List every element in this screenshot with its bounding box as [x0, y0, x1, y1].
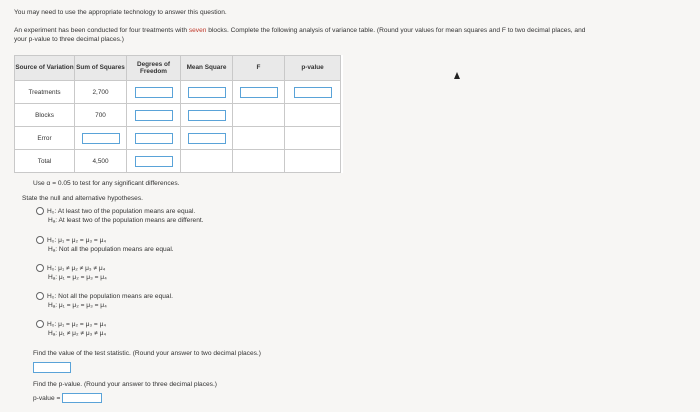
df-cell [127, 104, 181, 127]
radio-button[interactable] [36, 320, 44, 328]
df-total-input[interactable] [135, 156, 173, 167]
hypothesis-option-4[interactable] [36, 292, 173, 310]
radio-button[interactable] [36, 292, 44, 300]
option-null-text: H₀: μ₁ = μ₂ = μ₃ = μ₄ [47, 237, 107, 244]
hypothesis-option-1[interactable] [36, 207, 204, 225]
hypotheses-prompt: State the null and alternative hypotheses. [22, 195, 143, 202]
option-alt-text: Hₐ: μ₁ = μ₂ = μ₃ = μ₄ [48, 302, 107, 309]
option-null-text: H₀: Not all the population means are equal. [47, 293, 173, 300]
mouse-cursor-icon [454, 72, 460, 79]
instruction-text: blocks. Complete the following analysis of variance table. (Round your values for mean squares and F to two decimal places, and [206, 27, 586, 34]
instruction-text: An experiment has been conducted for four treatments with [14, 27, 189, 34]
test-statistic-prompt: Find the value of the test statistic. (Round your answer to two decimal places.) [33, 350, 261, 357]
option-alt-text: Hₐ: At least two of the population means are different. [48, 217, 204, 224]
option-alt-text: Hₐ: μ₁ = μ₂ = μ₃ = μ₄ [48, 274, 107, 281]
table-row [15, 150, 343, 173]
radio-button[interactable] [36, 207, 44, 215]
ms-cell [181, 81, 233, 104]
ss-cell: 2,700 [75, 81, 127, 104]
df-cell [127, 127, 181, 150]
ss-cell [75, 127, 127, 150]
instruction-line-1: You may need to use the appropriate technology to answer this question. [14, 9, 227, 16]
table-row [15, 127, 343, 150]
ms-cell [181, 127, 233, 150]
empty-cell [233, 104, 285, 127]
empty-cell [181, 150, 233, 173]
p-value-input[interactable] [62, 393, 102, 403]
table-header-row [15, 56, 343, 81]
ss-cell: 4,500 [75, 150, 127, 173]
test-statistic-container [33, 362, 71, 373]
empty-cell [285, 104, 341, 127]
header-mean-square: Mean Square [181, 56, 233, 81]
p-value-row [33, 393, 102, 403]
empty-cell [233, 127, 285, 150]
p-cell [285, 81, 341, 104]
hypothesis-option-2[interactable] [36, 236, 174, 254]
ms-cell [181, 104, 233, 127]
source-cell: Error [15, 127, 75, 150]
ms-error-input[interactable] [188, 133, 226, 144]
source-cell: Total [15, 150, 75, 173]
radio-button[interactable] [36, 264, 44, 272]
f-cell [233, 81, 285, 104]
source-cell: Blocks [15, 104, 75, 127]
instruction-line-2 [14, 27, 585, 34]
option-alt-text: Hₐ: Not all the population means are equal. [48, 246, 174, 253]
df-cell [127, 150, 181, 173]
anova-table [14, 55, 343, 173]
ss-cell: 700 [75, 104, 127, 127]
empty-cell [285, 150, 341, 173]
df-blocks-input[interactable] [135, 110, 173, 121]
header-degrees-of-freedom: Degrees of Freedom [127, 56, 181, 81]
p-value-prompt: Find the p-value. (Round your answer to three decimal places.) [33, 381, 217, 388]
table-row [15, 104, 343, 127]
instruction-line-3: your p-value to three decimal places.) [14, 36, 124, 43]
header-sum-of-squares: Sum of Squares [75, 56, 127, 81]
header-p-value: p-value [285, 56, 341, 81]
df-error-input[interactable] [135, 133, 173, 144]
ss-error-input[interactable] [82, 133, 120, 144]
ms-treatments-input[interactable] [188, 87, 226, 98]
option-alt-text: Hₐ: μ₁ ≠ μ₂ ≠ μ₃ ≠ μ₄ [48, 330, 107, 337]
blocks-count-highlight: seven [188, 27, 207, 34]
header-source: Source of Variation [15, 56, 75, 81]
source-cell: Treatments [15, 81, 75, 104]
hypothesis-option-3[interactable] [36, 264, 107, 282]
test-statistic-input[interactable] [33, 362, 71, 373]
p-value-table-input[interactable] [294, 87, 332, 98]
option-null-text: H₀: μ₁ ≠ μ₂ ≠ μ₃ ≠ μ₄ [47, 265, 106, 272]
alpha-instruction: Use α = 0.05 to test for any significant differences. [33, 180, 180, 187]
p-value-label: p-value = [33, 394, 61, 402]
f-input[interactable] [240, 87, 278, 98]
df-treatments-input[interactable] [135, 87, 173, 98]
empty-cell [285, 127, 341, 150]
option-null-text: H₀: At least two of the population means are equal. [47, 208, 196, 215]
header-f: F [233, 56, 285, 81]
radio-button[interactable] [36, 236, 44, 244]
empty-cell [233, 150, 285, 173]
table-row [15, 81, 343, 104]
df-cell [127, 81, 181, 104]
hypothesis-option-5[interactable] [36, 320, 106, 338]
option-null-text: H₀: μ₁ = μ₂ = μ₃ = μ₄ [47, 321, 107, 328]
ms-blocks-input[interactable] [188, 110, 226, 121]
